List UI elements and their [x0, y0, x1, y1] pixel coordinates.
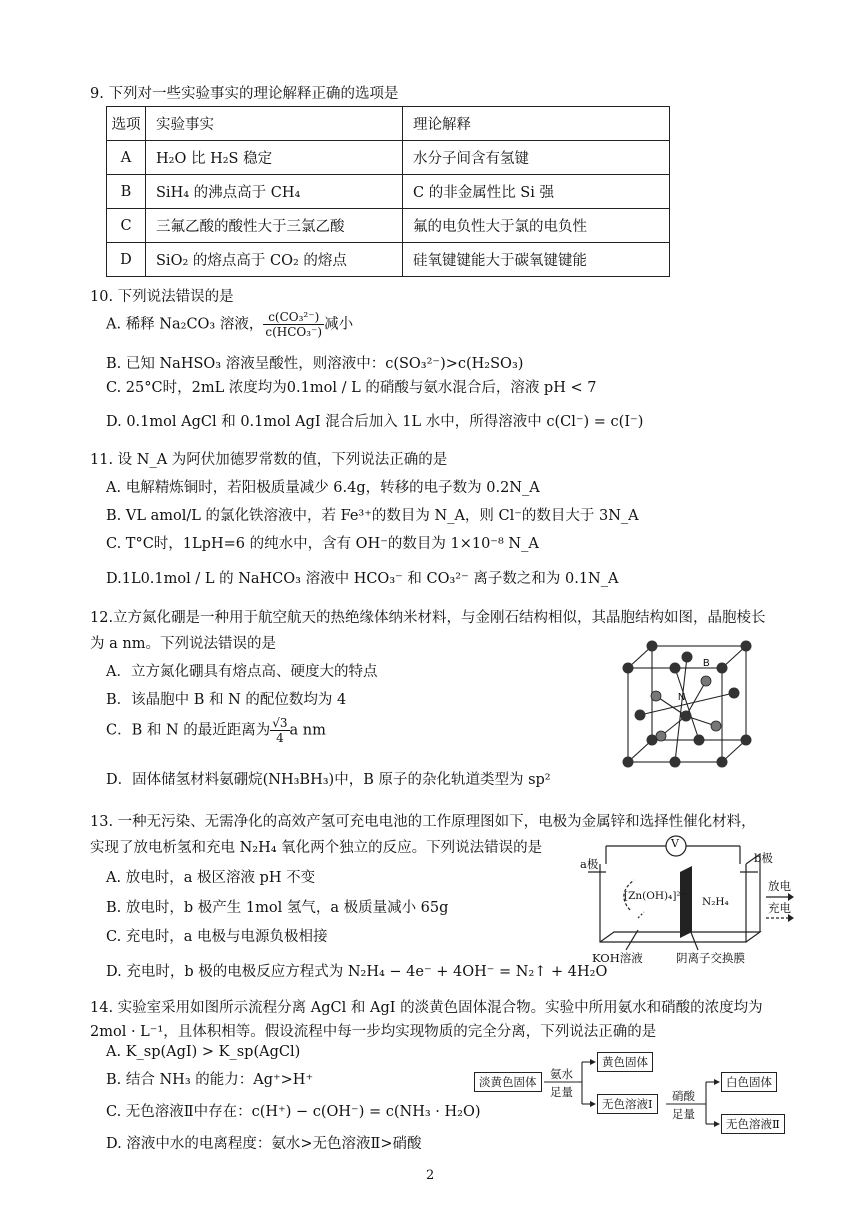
q10-option-d: D. 0.1mol AgCl 和 0.1mol AgI 混合后加入 1L 水中，所得溶液中 c(Cl⁻) = c(I⁻)	[106, 414, 644, 430]
hydrazine-label: N₂H₄	[702, 896, 729, 908]
fig-label-b: B	[703, 658, 710, 669]
flow-solution1-box: 无色溶液Ⅰ	[597, 1094, 658, 1114]
table-cell: B	[107, 175, 146, 209]
table-header: 实验事实	[146, 107, 403, 141]
discharge-label: 放电	[768, 879, 791, 893]
table-cell: SiH₄ 的沸点高于 CH₄	[146, 175, 403, 209]
q11-option-c: C. T°C时，1LpH=6 的纯水中，含有 OH⁻的数目为 1×10⁻⁸ N_A	[106, 536, 539, 552]
q10-option-c: C. 25°C时，2mL 浓度均为0.1mol / L 的硝酸与氨水混合后，溶液 pH < 7	[106, 380, 597, 396]
fraction	[270, 716, 289, 745]
q13-option-c: C. 充电时，a 电极与电源负极相接	[106, 929, 328, 945]
flow-white-solid-box: 白色固体	[721, 1072, 777, 1092]
q14-stem-line1: 14. 实验室采用如图所示流程分离 AgCl 和 AgI 的淡黄色固体混合物。实验中所用氨水和硝酸的浓度均为	[90, 1000, 763, 1016]
q12-option-c-tail: a nm	[289, 722, 326, 739]
table-row	[107, 209, 670, 243]
table-cell: 氟的电负性大于氯的电负性	[403, 209, 670, 243]
separation-flowchart	[470, 1052, 796, 1136]
q12-stem-line2: 为 a nm。下列说法错误的是	[90, 636, 276, 652]
fraction-denominator: c(HCO₃⁻)	[265, 325, 323, 339]
flow-reagent-ammonia-amount: 足量	[550, 1085, 573, 1099]
flow-reagent-ammonia: 氨水	[550, 1067, 573, 1081]
flow-reagent-nitric: 硝酸	[672, 1089, 695, 1103]
q14-option-c: C. 无色溶液Ⅱ中存在：c(H⁺) − c(OH⁻) = c(NH₃ · H₂O)	[106, 1104, 481, 1120]
q13-stem-line1: 13. 一种无污染、无需净化的高效产氢可充电电池的工作原理图如下，电极为金属锌和选择性催化材料，	[90, 814, 756, 830]
table-cell: SiO₂ 的熔点高于 CO₂ 的熔点	[146, 243, 403, 277]
q10-option-a	[106, 310, 353, 339]
q9-table	[106, 106, 670, 277]
koh-label: KOH溶液	[592, 951, 643, 965]
flow-reagent-nitric-amount: 足量	[672, 1107, 695, 1121]
table-cell: C	[107, 209, 146, 243]
table-cell: H₂O 比 H₂S 稳定	[146, 141, 403, 175]
membrane-label: 阴离子交换膜	[676, 951, 745, 965]
q9-stem: 9. 下列对一些实验事实的理论解释正确的选项是	[90, 86, 399, 102]
q12-option-b: B．该晶胞中 B 和 N 的配位数均为 4	[106, 692, 347, 708]
flow-solution2-box: 无色溶液Ⅱ	[721, 1114, 785, 1134]
q11-option-b: B. VL amol/L 的氯化铁溶液中，若 Fe³⁺的数目为 N_A，则 Cl⁻的数目大于 3N_A	[106, 508, 639, 524]
q12-option-d: D．固体储氢材料氨硼烷(NH₃BH₃)中，B 原子的杂化轨道类型为 sp²	[106, 772, 551, 788]
table-cell: A	[107, 141, 146, 175]
q14-stem-line2: 2mol · L⁻¹，且体积相等。假设流程中每一步均实现物质的完全分离，下列说法正确的是	[90, 1024, 657, 1040]
q10-stem: 10. 下列说法错误的是	[90, 289, 234, 305]
table-header-row	[107, 107, 670, 141]
q10-option-a-text: A. 稀释 Na₂CO₃ 溶液，	[106, 316, 264, 333]
fig-label-n: N	[678, 692, 686, 703]
crystal-cell-figure	[616, 636, 766, 768]
q11-option-a: A. 电解精炼铜时，若阳极质量减少 6.4g，转移的电子数为 0.2N_A	[106, 480, 540, 496]
table-row	[107, 243, 670, 277]
a-pole-label: a极	[580, 857, 599, 871]
flow-yellow-solid-box: 黄色固体	[597, 1052, 653, 1072]
fraction	[263, 310, 324, 339]
table-cell: D	[107, 243, 146, 277]
table-header: 理论解释	[403, 107, 670, 141]
q13-stem-line2: 实现了放电析氢和充电 N₂H₄ 氧化两个独立的反应。下列说法错误的是	[90, 840, 543, 856]
q12-option-a: A．立方氮化硼具有熔点高、硬度大的特点	[106, 664, 378, 680]
q13-option-a: A. 放电时，a 极区溶液 pH 不变	[106, 870, 316, 886]
table-cell: C 的非金属性比 Si 强	[403, 175, 670, 209]
q13-option-b: B. 放电时，b 极产生 1mol 氢气，a 极质量减小 65g	[106, 900, 449, 916]
q14-option-b: B. 结合 NH₃ 的能力：Ag⁺>H⁺	[106, 1072, 314, 1088]
charge-label: 充电	[768, 901, 791, 915]
q14-option-a: A. K_sp(AgI) > K_sp(AgCl)	[106, 1044, 301, 1060]
q14-option-d: D. 溶液中水的电离程度：氨水>无色溶液Ⅱ>硝酸	[106, 1136, 422, 1152]
table-row	[107, 175, 670, 209]
table-header: 选项	[107, 107, 146, 141]
page-number: 2	[426, 1168, 435, 1183]
fraction-numerator: √3	[272, 716, 288, 730]
q11-option-d: D.1L0.1mol / L 的 NaHCO₃ 溶液中 HCO₃⁻ 和 CO₃²⁻ 离子数之和为 0.1N_A	[106, 571, 619, 587]
table-row	[107, 141, 670, 175]
q10-option-b: B. 已知 NaHSO₃ 溶液呈酸性，则溶液中：c(SO₃²⁻)>c(H₂SO₃)	[106, 356, 524, 372]
battery-figure	[578, 832, 798, 965]
flow-start-box: 淡黄色固体	[474, 1072, 542, 1092]
table-cell: 水分子间含有氢键	[403, 141, 670, 175]
b-pole-label: b极	[754, 851, 773, 865]
q12-option-c-text: C．B 和 N 的最近距离为	[106, 722, 271, 739]
q13-option-d: D. 充电时，b 极的电极反应方程式为 N₂H₄ − 4e⁻ + 4OH⁻ = N₂↑ + 4H₂O	[106, 964, 608, 980]
q12-stem-line1: 12.立方氮化硼是一种用于航空航天的热绝缘体纳米材料，与金刚石结构相似，其晶胞结构如图，晶胞棱长	[90, 610, 766, 626]
zincate-label: [Zn(OH)₄]²⁻	[624, 890, 687, 902]
q11-stem: 11. 设 N_A 为阿伏加德罗常数的值，下列说法正确的是	[90, 452, 448, 468]
fraction-denominator: 4	[276, 731, 284, 745]
q12-option-c	[106, 716, 326, 745]
fraction-numerator: c(CO₃²⁻)	[263, 310, 324, 325]
q10-option-a-tail: 减小	[324, 316, 354, 333]
table-cell: 三氟乙酸的酸性大于三氯乙酸	[146, 209, 403, 243]
voltmeter-label: V	[671, 837, 679, 850]
table-cell: 硅氧键键能大于碳氧键键能	[403, 243, 670, 277]
